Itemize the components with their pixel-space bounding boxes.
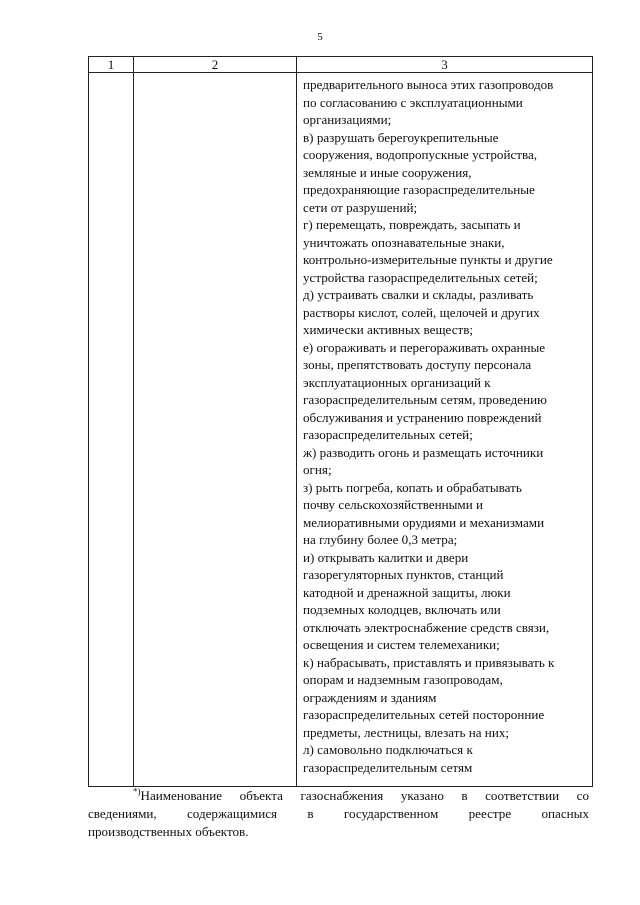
- text-line: опорам и надземным газопроводам,: [303, 672, 503, 687]
- footnote-mark: *): [133, 786, 141, 797]
- text-line: газорегуляторных пунктов, станций: [303, 567, 504, 582]
- text-line: организациями;: [303, 112, 392, 127]
- text-line: сети от разрушений;: [303, 199, 418, 215]
- text-line: по согласованию с эксплуатационными: [303, 94, 523, 110]
- text-line: растворы кислот, солей, щелочей и других: [303, 304, 540, 320]
- text-line: эксплуатационных организаций к: [303, 374, 491, 390]
- text-line: мелиоративными орудиями и механизмами: [303, 514, 545, 530]
- footnote-line: сведениями, содержащимися в государственном реестре опасных: [88, 806, 589, 821]
- text-line: почву сельскохозяйственными и: [303, 497, 484, 512]
- text-line: контрольно-измерительные пункты и другие: [303, 252, 553, 267]
- text-line: сооружения, водопропускные устройства,: [303, 147, 538, 162]
- page-number: 5: [317, 31, 323, 43]
- text-line: газораспределительным сетям: [303, 759, 473, 775]
- text-line: предметы, лестницы, влезать на них;: [303, 724, 510, 740]
- text-line: в) разрушать берегоукрепительные: [303, 129, 499, 145]
- text-line: к) набрасывать, приставлять и привязывать к: [303, 654, 555, 670]
- table-cell-col3: [297, 73, 593, 787]
- text-line: химически активных веществ;: [303, 322, 474, 337]
- text-line: г) перемещать, повреждать, засыпать и: [303, 217, 521, 232]
- text-line: газораспределительных сетей;: [303, 427, 473, 442]
- table-cell-col1: [89, 73, 134, 787]
- text-line: д) устраивать свалки и склады, разливать: [303, 287, 534, 302]
- table-header-row: [89, 57, 593, 73]
- text-line: отключать электроснабжение средств связи,: [303, 619, 550, 635]
- text-line: газораспределительным сетям, проведению: [303, 392, 547, 407]
- footnote-line: производственных объектов.: [88, 824, 249, 839]
- column-header-1: 1: [89, 57, 134, 73]
- text-line: газораспределительных сетей посторонние: [303, 707, 545, 722]
- text-line: на глубину более 0,3 метра;: [303, 532, 458, 547]
- column-header-2: 2: [134, 57, 297, 73]
- text-line: л) самовольно подключаться к: [303, 742, 473, 757]
- prohibitions-text: [297, 73, 592, 776]
- text-line: уничтожать опознавательные знаки,: [303, 234, 505, 250]
- text-line: предохраняющие газораспределительные: [303, 182, 535, 197]
- text-line: устройства газораспределительных сетей;: [303, 269, 538, 285]
- table-cell-col2: [134, 73, 297, 787]
- footnote-text: Наименование объекта газоснабжения указано в соответствии со: [140, 788, 589, 803]
- text-line: огня;: [303, 462, 332, 477]
- text-line: е) огораживать и перегораживать охранные: [303, 339, 546, 355]
- text-line: катодной и дренажной защиты, люки: [303, 584, 511, 600]
- text-line: подземных колодцев, включать или: [303, 602, 501, 617]
- text-line: з) рыть погреба, копать и обрабатывать: [303, 479, 522, 495]
- table-row: [89, 73, 593, 787]
- text-line: и) открывать калитки и двери: [303, 549, 469, 565]
- text-line: земляные и иные сооружения,: [303, 164, 472, 180]
- footnote-line: [88, 787, 589, 805]
- text-line: предварительного выноса этих газопроводов: [303, 77, 554, 92]
- text-line: освещения и систем телемеханики;: [303, 637, 500, 652]
- text-line: зоны, препятствовать доступу персонала: [303, 357, 532, 372]
- text-line: обслуживания и устранению повреждений: [303, 409, 542, 425]
- document-table: [88, 56, 593, 787]
- column-header-3: 3: [297, 57, 593, 73]
- footnote: [88, 787, 589, 841]
- text-line: ограждениям и зданиям: [303, 689, 437, 705]
- text-line: ж) разводить огонь и размещать источники: [303, 444, 544, 460]
